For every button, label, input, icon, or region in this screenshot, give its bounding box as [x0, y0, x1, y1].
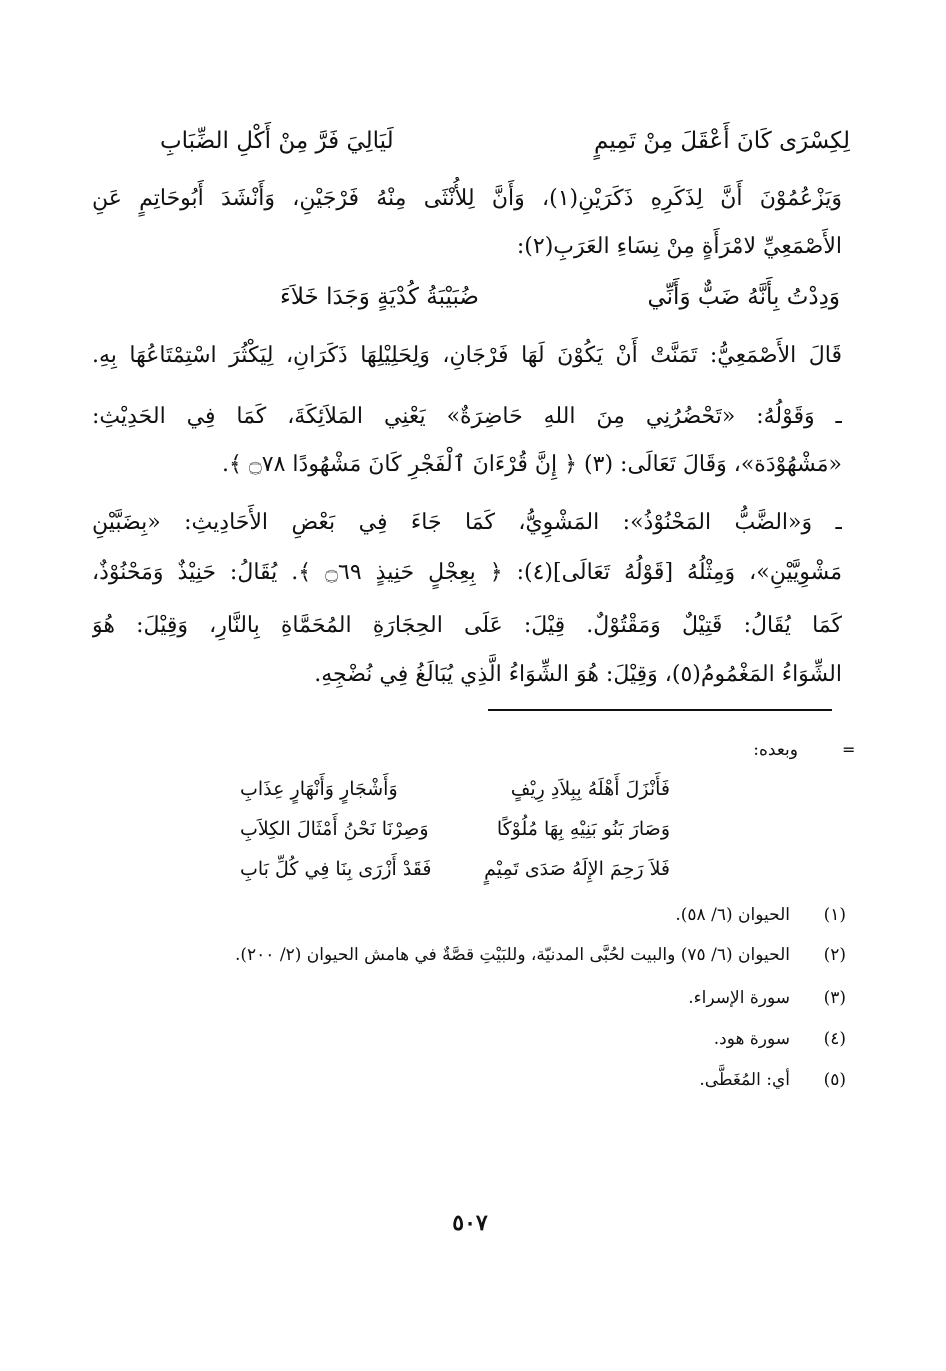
body-line-5: «مَشْهُوْدَة»، وَقَالَ تَعَالَى: (٣) ﴿ إِنَّ قُرْءَانَ ٱلْفَجْرِ كَانَ مَشْهُودًا ۝٧٨ ﴾. [222, 452, 842, 477]
footnote-verse-1-left: وَأَشْجَارٍ وَأَنْهَارٍ عِذَابِ [240, 778, 398, 800]
footnote-verse-3 [240, 858, 670, 892]
verse-middle-right-hemistich: وَدِدْتُ بِأَنَّهُ ضَبٌّ وَأَنِّي [647, 284, 840, 310]
footnote-2 [235, 940, 846, 970]
continuation-label: وبعده: [753, 740, 798, 760]
footnote-5 [699, 1065, 846, 1095]
body-line-2: الأَصْمَعِيِّ لامْرَأَةٍ مِنْ نِسَاءِ العَرَبِ(٢): [516, 234, 842, 259]
footnote-2-number: (٢) [823, 945, 846, 965]
footnote-4-text: سورة هود. [713, 1029, 790, 1049]
footnote-1-text: الحيوان (٦/ ٥٨). [675, 905, 790, 925]
verse-top-left-hemistich: لَيَالِيَ فَرَّ مِنْ أَكْلِ الضِّبَابِ [160, 128, 394, 154]
footnote-3-number: (٣) [823, 988, 846, 1008]
footnote-1-number: (١) [823, 905, 846, 925]
body-line-6: ـ وَ«الضَّبُّ المَحْنُوْذُ»: المَشْوِيُّ، كَمَا جَاءَ فِي بَعْضِ الأَحَادِيثِ: «بِضَبَّيْنِ [92, 510, 842, 535]
body-line-1: وَيَزْعُمُوْنَ أَنَّ لِذَكَرِهِ ذَكَرَيْنِ(١)، وَأَنَّ لِلأُنْثَى مِنْهُ فَرْجَيْنِ، وَأَنْشَدَ أَبُوحَاتِمٍ عَنِ [92, 186, 842, 211]
continuation-mark: = [842, 740, 856, 759]
footnote-4 [714, 1024, 846, 1054]
footnote-separator [488, 709, 832, 711]
footnote-5-number: (٥) [823, 1070, 846, 1090]
footnote-verse-1-right: فَأَنْزَلَ أَهْلَهُ بِبِلاَدِ رِيْفٍ [510, 778, 670, 800]
footnote-2-text: الحيوان (٦/ ٧٥) والبيت لحُبَّى المدنيّة، وللبَيْتِ قصَّةٌ في هامش الحيوان (٢/ ٢٠٠). [234, 945, 790, 965]
verse-top-right-hemistich: لِكِسْرَى كَانَ أَعْقَلَ مِنْ تَمِيمٍ [594, 128, 850, 154]
body-line-8: كَمَا يُقَالُ: قَتِيْلٌ وَمَقْتُوْلٌ. قِيْلَ: عَلَى الحِجَارَةِ المُحَمَّاةِ بِالنَّارِ، وَقِيْلَ: هُوَ [92, 613, 842, 638]
verse-top [160, 128, 850, 168]
footnote-verse-3-left: فَقَدْ أَزْرَى بِنَا فِي كُلِّ بَابِ [240, 858, 432, 880]
verse-middle-left-hemistich: ضُبَيْبَةُ كُدْيَةٍ وَجَدَا خَلاَءَ [280, 284, 479, 310]
footnote-5-text: أي: المُغَطَّى. [699, 1070, 790, 1090]
footnote-verse-2-right: وَصَارَ بَنُو بَنِيْهِ بِهَا مُلُوْكًا [496, 818, 670, 840]
footnote-verse-2 [240, 818, 670, 852]
body-line-3: قَالَ الأَصْمَعِيُّ: تَمَنَّتْ أَنْ يَكُوْنَ لَهَا فَرْجَانِ، وَلِحَلِيْلِهَا ذَكَرَانِ، لِيَكْثُرَ اسْتِمْتَاعُهَا بِهِ. [92, 343, 842, 368]
page-number: ٥٠٧ [452, 1210, 488, 1236]
footnote-verse-2-left: وَصِرْنَا نَحْنُ أَمْثَالَ الكِلاَبِ [240, 818, 429, 840]
body-line-7: مَشْوِيَّيْنِ»، وَمِثْلُهُ [قَوْلُهُ تَعَالَى](٤): ﴿ بِعِجْلٍ حَنِيذٍ ۝٦٩ ﴾. يُقَالُ: حَنِيْذٌ وَمَحْنُوْذٌ، [92, 560, 842, 585]
footnote-4-number: (٤) [823, 1029, 846, 1049]
footnote-verse-1 [240, 778, 670, 812]
body-line-4: ـ وَقَوْلُهُ: «تَحْضُرُنِي مِنَ اللهِ حَاضِرَةٌ» يَعْنِي المَلاَئِكَةَ، كَمَا فِي الحَدِيْثِ: [92, 404, 842, 429]
verse-middle [280, 284, 840, 324]
body-line-9: الشِّوَاءُ المَغْمُومُ(٥)، وَقِيْلَ: هُوَ الشِّوَاءُ الَّذِي يُبَالَغُ فِي نُضْجِهِ. [314, 662, 842, 687]
footnote-verse-3-right: فَلاَ رَحِمَ الإِلَهُ صَدَى تَمِيْمٍ [484, 858, 670, 880]
footnote-3-text: سورة الإسراء. [688, 988, 790, 1008]
footnote-3 [688, 983, 846, 1013]
footnote-1 [675, 900, 846, 930]
